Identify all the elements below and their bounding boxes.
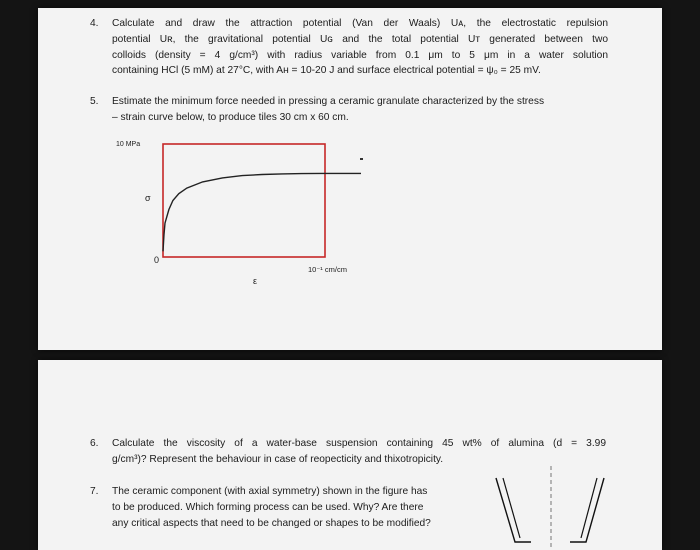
question-5-line-2: – strain curve below, to produce tiles 30 cm x 60 cm. (112, 111, 349, 123)
chart-y-top-label: 10 MPa (116, 141, 141, 148)
question-5-number: 5. (90, 96, 99, 107)
question-6-line-1: Calculate the viscosity of a water-base suspension containing 45 wt% of alumina (d = 3.99 (112, 438, 606, 449)
question-6-number: 6. (90, 438, 99, 449)
question-7-number: 7. (90, 486, 99, 497)
question-4-number: 4. (90, 18, 99, 29)
chart-series-curve (163, 173, 361, 251)
question-7-line-2: to be produced. Which forming process can be used. Why? Are there (112, 501, 424, 513)
chart-y-axis-label: σ (145, 193, 151, 203)
question-4-line-3: colloids (density = 4 g/cm³) with radius variable from 0.1 μm to 5 μm in a water solution (112, 49, 608, 61)
document-page-bottom (38, 360, 662, 550)
question-6-line-2: g/cm³)? Represent the behaviour in case of reopecticity and thixotropicity. (112, 453, 444, 465)
figure-right-wall (570, 478, 604, 542)
question-4-line-4: containing HCl (5 mM) at 27°C, with Aʜ = 10-20 J and surface electrical potential = ψ₀ = 25 mV. (112, 65, 541, 77)
document-page-top (38, 8, 662, 350)
chart-origin-label: 0 (154, 255, 160, 265)
figure-left-wall (496, 478, 531, 542)
chart-plot-area (38, 8, 662, 350)
chart-x-right-label: 10⁻¹ cm/cm (308, 265, 347, 274)
question-4-line-1: Calculate and draw the attraction potential (Van der Waals) Uᴀ, the electrostatic repulsion (112, 18, 608, 29)
question-4-line-2: potential Uʀ, the gravitational potential Uɢ and the total potential Uᴛ generated between two (112, 33, 608, 45)
question-7-line-1: The ceramic component (with axial symmetry) shown in the figure has (112, 486, 428, 497)
chart-x-axis-label: ε (253, 276, 258, 286)
question-7-line-3: any critical aspects that need to be changed or shapes to be modified? (112, 517, 431, 529)
page-mark (360, 158, 363, 160)
chart-frame (163, 144, 325, 257)
question-5-line-1: Estimate the minimum force needed in pressing a ceramic granulate characterized by the stress (112, 96, 545, 107)
component-cross-section-figure (38, 360, 662, 550)
